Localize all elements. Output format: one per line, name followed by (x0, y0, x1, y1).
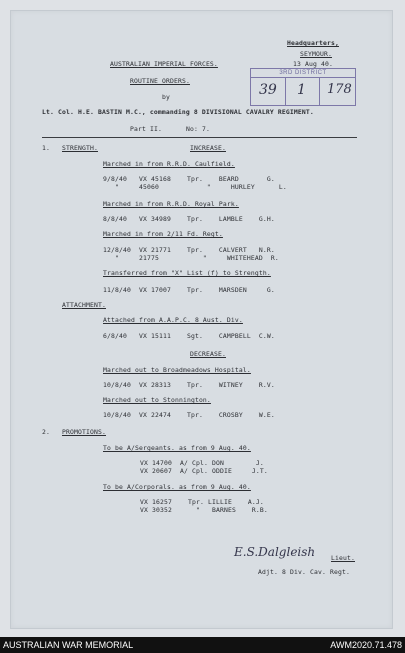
section-heading-strength: STRENGTH. (62, 144, 98, 152)
hq-heading: Headquarters, (287, 39, 339, 47)
personnel-row: 10/8/40 VX 22474 Tpr. CROSBY W.E. (103, 411, 275, 419)
movement-heading: Marched in from 2/11 Fd. Regt. (103, 230, 223, 238)
stamp-number-c: 178 (327, 82, 352, 97)
title-line2: ROUTINE ORDERS. (130, 77, 190, 85)
handwritten-signature: E.S.Dalgleish (234, 545, 316, 559)
stamp-title: 3RD DISTRICT (279, 70, 327, 76)
increase-heading: INCREASE. (190, 144, 226, 152)
personnel-row: 12/8/40 VX 21771 Tpr. CALVERT N.R. (103, 246, 275, 254)
movement-heading: Marched out to Broadmeadows Hospital. (103, 366, 251, 374)
personnel-row: 11/8/40 VX 17007 Tpr. MARSDEN G. (103, 286, 275, 294)
title-by: by (162, 93, 170, 101)
section-number: 2. (42, 428, 50, 436)
date-text: 13 Aug 40. (293, 60, 333, 68)
header-rule (42, 137, 357, 138)
archive-name: AUSTRALIAN WAR MEMORIAL (3, 640, 134, 650)
personnel-row: " 45060 " HURLEY L. (103, 183, 287, 191)
personnel-row: VX 14700 A/ Cpl. DON J. (140, 459, 264, 467)
title-line1: AUSTRALIAN IMPERIAL FORCES. (110, 60, 218, 68)
registry-stamp (250, 68, 356, 106)
title-part: Part II. No: 7. (130, 125, 210, 133)
personnel-row: VX 16257 Tpr. LILLIE A.J. (140, 498, 264, 506)
personnel-row: 10/8/40 VX 28313 Tpr. WITNEY R.V. (103, 381, 275, 389)
stamp-cell-divider (319, 77, 320, 105)
signature-rank: Lieut. (331, 554, 355, 562)
movement-heading: Marched in from R.R.D. Royal Park. (103, 200, 239, 208)
movement-heading: Marched out to Stonnington. (103, 396, 211, 404)
stamp-number-a: 39 (259, 82, 277, 98)
section-heading-promotions: PROMOTIONS. (62, 428, 106, 436)
stamp-divider (251, 77, 355, 78)
stamp-number-b: 1 (297, 82, 306, 98)
archive-footer (0, 637, 405, 653)
personnel-row: 6/8/40 VX 15111 Sgt. CAMPBELL C.W. (103, 332, 275, 340)
archive-reference: AWM2020.71.478 (330, 640, 402, 650)
promotion-heading: To be A/Corporals. as from 9 Aug. 40. (103, 483, 251, 491)
signature-role: Adjt. 8 Div. Cav. Regt. (258, 568, 350, 576)
decrease-heading: DECREASE. (190, 350, 226, 358)
attachment-heading: ATTACHMENT. (62, 301, 106, 309)
title-commander: Lt. Col. H.E. BASTIN M.C., commanding 8 DIVISIONAL CAVALRY REGIMENT. (42, 108, 314, 116)
movement-heading: Marched in from R.R.D. Caulfield. (103, 160, 235, 168)
personnel-row: " 21775 " WHITEHEAD R. (103, 254, 279, 262)
place-text: SEYMOUR. (300, 50, 332, 58)
section-number: 1. (42, 144, 50, 152)
movement-heading: Transferred from "X" List (f) to Strength. (103, 269, 271, 277)
personnel-row: VX 30352 " BARNES R.B. (140, 506, 268, 514)
movement-heading: Attached from A.A.P.C. 8 Aust. Div. (103, 316, 243, 324)
stamp-cell-divider (285, 77, 286, 105)
personnel-row: 9/8/40 VX 45168 Tpr. BEARD G. (103, 175, 275, 183)
promotion-heading: To be A/Sergeants. as from 9 Aug. 40. (103, 444, 251, 452)
personnel-row: VX 20607 A/ Cpl. ODDIE J.T. (140, 467, 268, 475)
personnel-row: 8/8/40 VX 34989 Tpr. LAMBLE G.H. (103, 215, 275, 223)
